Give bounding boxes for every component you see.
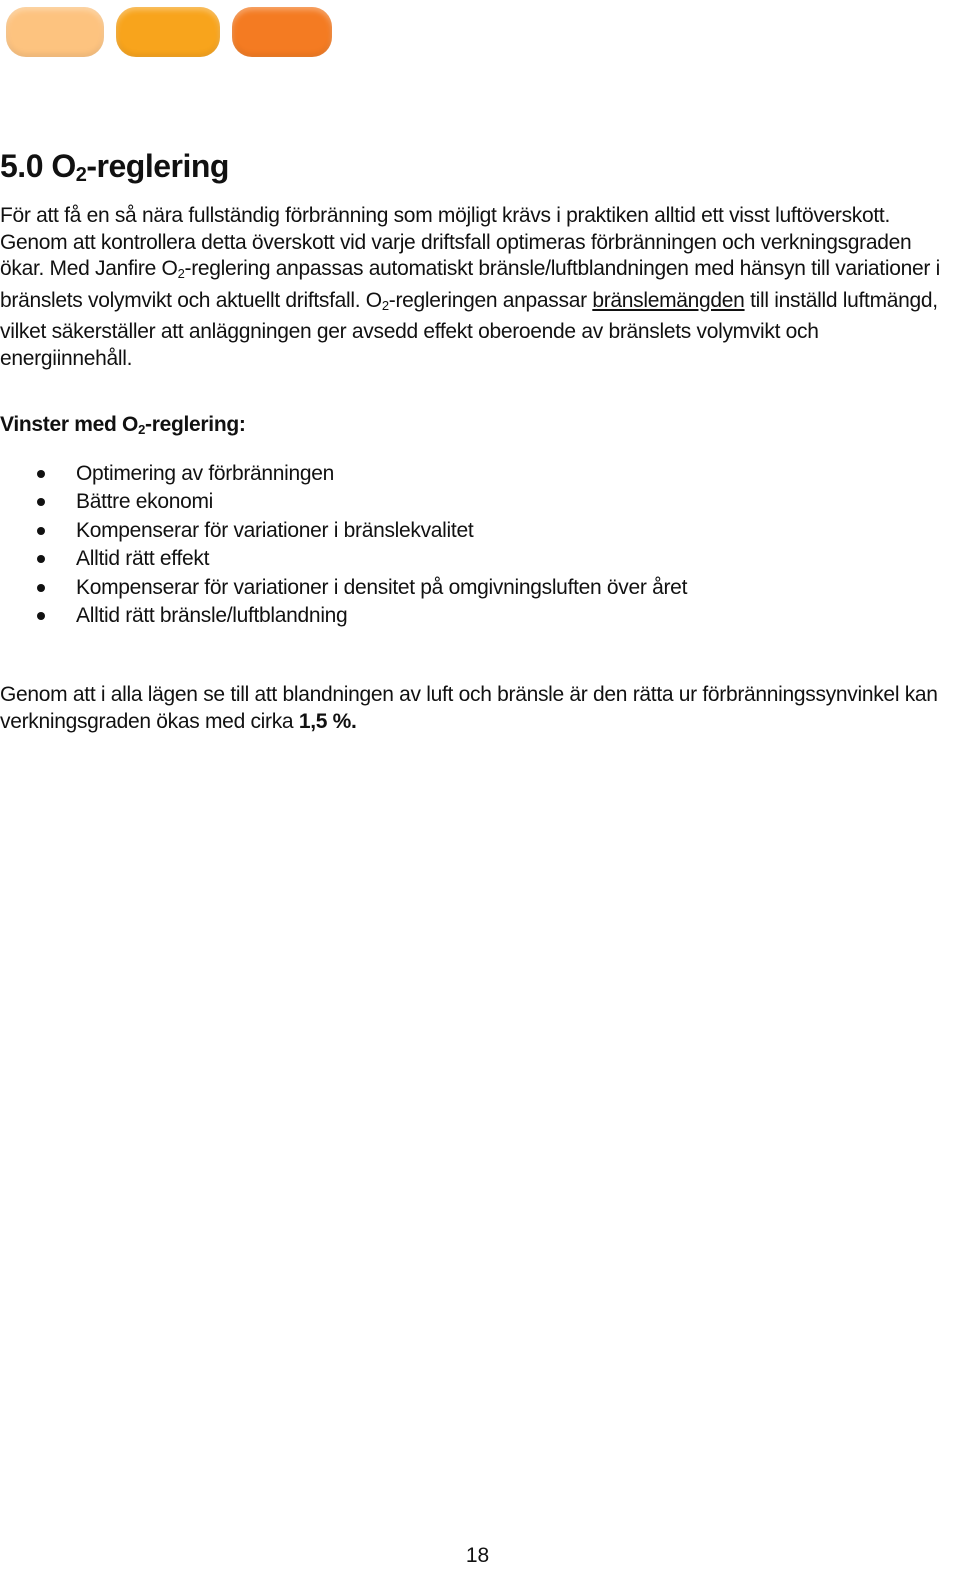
intro-part-3: -regleringen anpassar [388, 288, 593, 312]
benefits-heading-suffix: -reglering: [145, 413, 246, 436]
logo-pill-medium [116, 7, 220, 57]
page-number: 18 [465, 1544, 490, 1567]
benefits-heading-subscript: 2 [138, 422, 146, 437]
section-number: 5.0 [0, 148, 43, 184]
title-prefix: O [51, 148, 76, 184]
list-item: Bättre ekonomi [0, 490, 687, 518]
list-item: Kompenserar för variationer i densitet på omgivningsluften över året [0, 576, 687, 604]
list-item: Alltid rätt effekt [0, 547, 687, 575]
intro-paragraph [0, 203, 950, 372]
section-title [0, 148, 229, 187]
benefits-heading [0, 413, 246, 437]
intro-subscript-2: 2 [381, 297, 389, 313]
benefits-heading-prefix: Vinster med O [0, 413, 139, 436]
conclusion-highlight: 1,5 %. [298, 709, 357, 733]
logo-pill-light [6, 7, 104, 57]
list-item: Optimering av förbränningen [0, 462, 687, 490]
list-item: Kompenserar för variationer i bränslekvalitet [0, 519, 687, 547]
title-subscript: 2 [75, 164, 87, 186]
logo-pill-dark [232, 7, 332, 57]
list-item: Alltid rätt bränsle/luftblandning [0, 604, 687, 632]
title-suffix: -reglering [86, 148, 229, 184]
benefits-list [0, 462, 687, 632]
intro-subscript-1: 2 [177, 266, 185, 281]
intro-part-2: -reglering anpassas automatiskt bränsle/luftblandningen med hänsyn till variationer i bränslets volymvikt och aktuellt driftsfall. O [0, 257, 940, 312]
intro-part-1: För att få en så nära fullständig förbränning som möjligt krävs i praktiken alltid ett visst luftöverskott. Genom att kontrollera detta överskott vid varje driftsfall optimeras förbränningen och verkningsgraden ökar. Med Janfire O [0, 204, 912, 280]
logo-bars [6, 7, 336, 59]
intro-underlined-term: bränslemängden [592, 288, 745, 312]
conclusion-text: Genom att i alla lägen se till att blandningen av luft och bränsle är den rätta ur förbränningssynvinkel kan verkningsgraden ökas med cirka [0, 683, 938, 733]
intro-part-4: till inställd luftmängd, vilket säkerställer att anläggningen ger avsedd effekt oberoende av bränslets volymvikt och energiinnehåll. [0, 288, 938, 370]
conclusion-paragraph [0, 682, 950, 735]
